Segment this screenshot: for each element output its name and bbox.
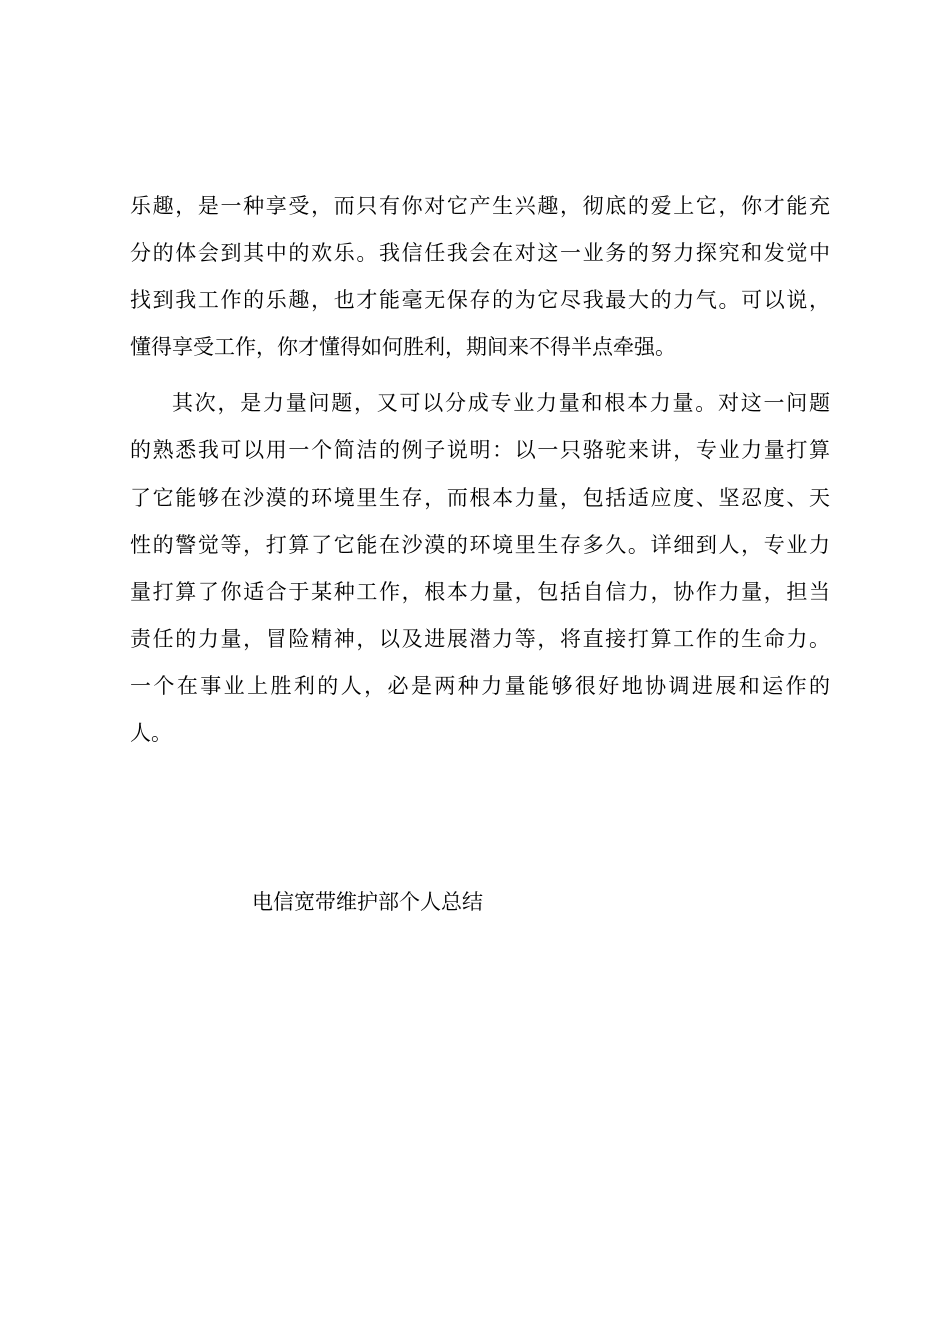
paragraph-1-line-3: 找到我工作的乐趣，也才能毫无保存的为它尽我最大的力气。可以说， <box>130 288 830 312</box>
paragraph-1-line-4: 懂得享受工作，你才懂得如何胜利，期间来不得半点牵强。 <box>130 335 676 359</box>
paragraph-2-line-2: 的熟悉我可以用一个简洁的例子说明：以一只骆驼来讲，专业力量打算 <box>130 438 830 462</box>
paragraph-1-line-2: 分的体会到其中的欢乐。我信任我会在对这一业务的努力探究和发觉中 <box>130 241 830 265</box>
paragraph-2-line-5: 量打算了你适合于某种工作，根本力量，包括自信力，协作力量，担当 <box>130 580 830 604</box>
paragraph-2-line-8: 人。 <box>130 721 172 745</box>
paragraph-2-line-1: 其次，是力量问题，又可以分成专业力量和根本力量。对这一问题 <box>172 391 830 415</box>
paragraph-2-line-3: 了它能够在沙漠的环境里生存，而根本力量，包括适应度、坚忍度、天 <box>130 486 830 510</box>
paragraph-2-line-4: 性的警觉等，打算了它能在沙漠的环境里生存多久。详细到人，专业力 <box>130 533 830 557</box>
paragraph-2-line-7: 一个在事业上胜利的人，必是两种力量能够很好地协调进展和运作的 <box>130 674 830 698</box>
paragraph-1-line-1: 乐趣，是一种享受，而只有你对它产生兴趣，彻底的爱上它，你才能充 <box>130 194 830 218</box>
document-title: 电信宽带维护部个人总结 <box>252 890 483 914</box>
paragraph-2-line-6: 责任的力量，冒险精神，以及进展潜力等，将直接打算工作的生命力。 <box>130 627 830 651</box>
